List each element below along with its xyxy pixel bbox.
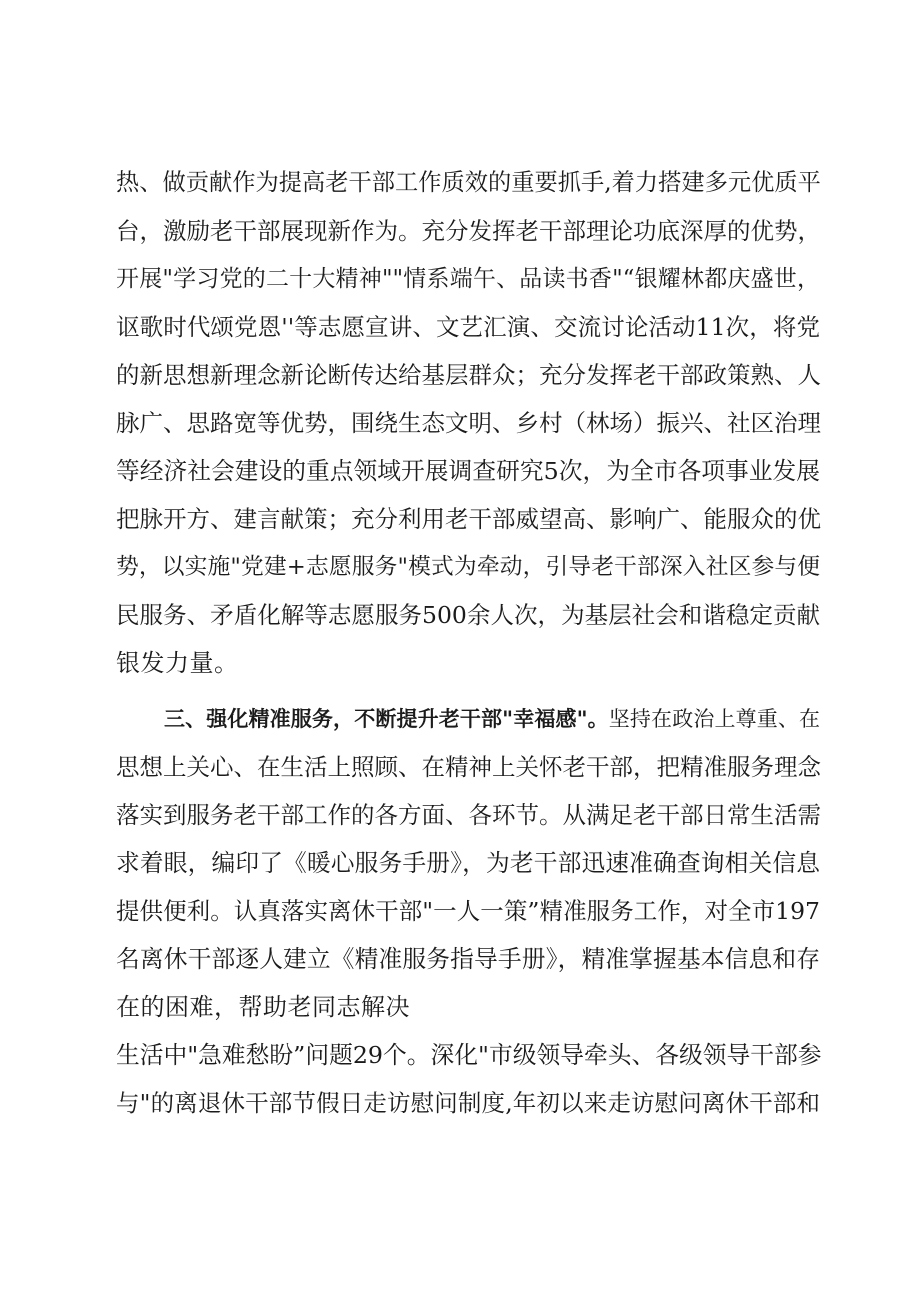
section-heading-line	[164, 699, 820, 739]
text-line: 把脉开方、建言献策；充分利用老干部威望高、影响广、能服众的优	[116, 505, 821, 533]
text-line: 的新思想新理念新论断传达给基层群众；充分发挥老干部政策熟、人	[116, 361, 821, 389]
section-heading-continuation: 坚持在政治上尊重、在	[608, 707, 820, 731]
text-line: 名离休干部逐人建立《精准服务指导手册》，精准掌握基本信息和存	[116, 945, 820, 973]
text-line: 生活中"急难愁盼”问题29个。深化"市级领导牵头、各级领导干部参	[116, 1041, 822, 1069]
text-line: 落实到服务老干部工作的各方面、各环节。从满足老干部日常生活需	[116, 801, 821, 829]
text-line: 民服务、矛盾化解等志愿服务500余人次，为基层社会和谐稳定贡献	[116, 601, 820, 629]
text-line: 开展"学习党的二十大精神""情系端午、品读书香"“银耀林都庆盛世，	[116, 266, 820, 292]
text-line: 在的困难，帮助老同志解决	[116, 993, 410, 1021]
text-line: 与"的离退休干部节假日走访慰问制度,年初以来走访慰问离休干部和	[116, 1089, 820, 1117]
text-line: 热、做贡献作为提高老干部工作质效的重要抓手,着力搭建多元优质平	[116, 169, 821, 196]
text-line: 求着眼，编印了《暖心服务手册》，为老干部迅速准确查询相关信息	[116, 849, 820, 877]
text-line: 思想上关心、在生活上照顾、在精神上关怀老干部，把精准服务理念	[116, 753, 821, 781]
text-line: 台，激励老干部展现新作为。充分发挥老干部理论功底深厚的优势，	[116, 217, 821, 245]
text-line: 脉广、思路宽等优势，围绕生态文明、乡村（林场）振兴、社区治理	[116, 409, 821, 437]
text-line: 等经济社会建设的重点领域开展调查研究5次，为全市各项事业发展	[116, 457, 820, 485]
text-line: 银发力量。	[116, 649, 239, 677]
section-heading: 三、强化精准服务，不断提升老干部"幸福感"。	[164, 707, 609, 731]
text-line: 势，以实施"党建+志愿服务"模式为牵动，引导老干部深入社区参与便	[116, 554, 820, 580]
text-line: 提供便利。认真落实离休干部"一人一策”精准服务工作，对全市197	[116, 897, 820, 925]
text-line: 讴歌时代颂党恩''等志愿宣讲、文艺汇演、交流讨论活动11次，将党	[116, 313, 820, 341]
